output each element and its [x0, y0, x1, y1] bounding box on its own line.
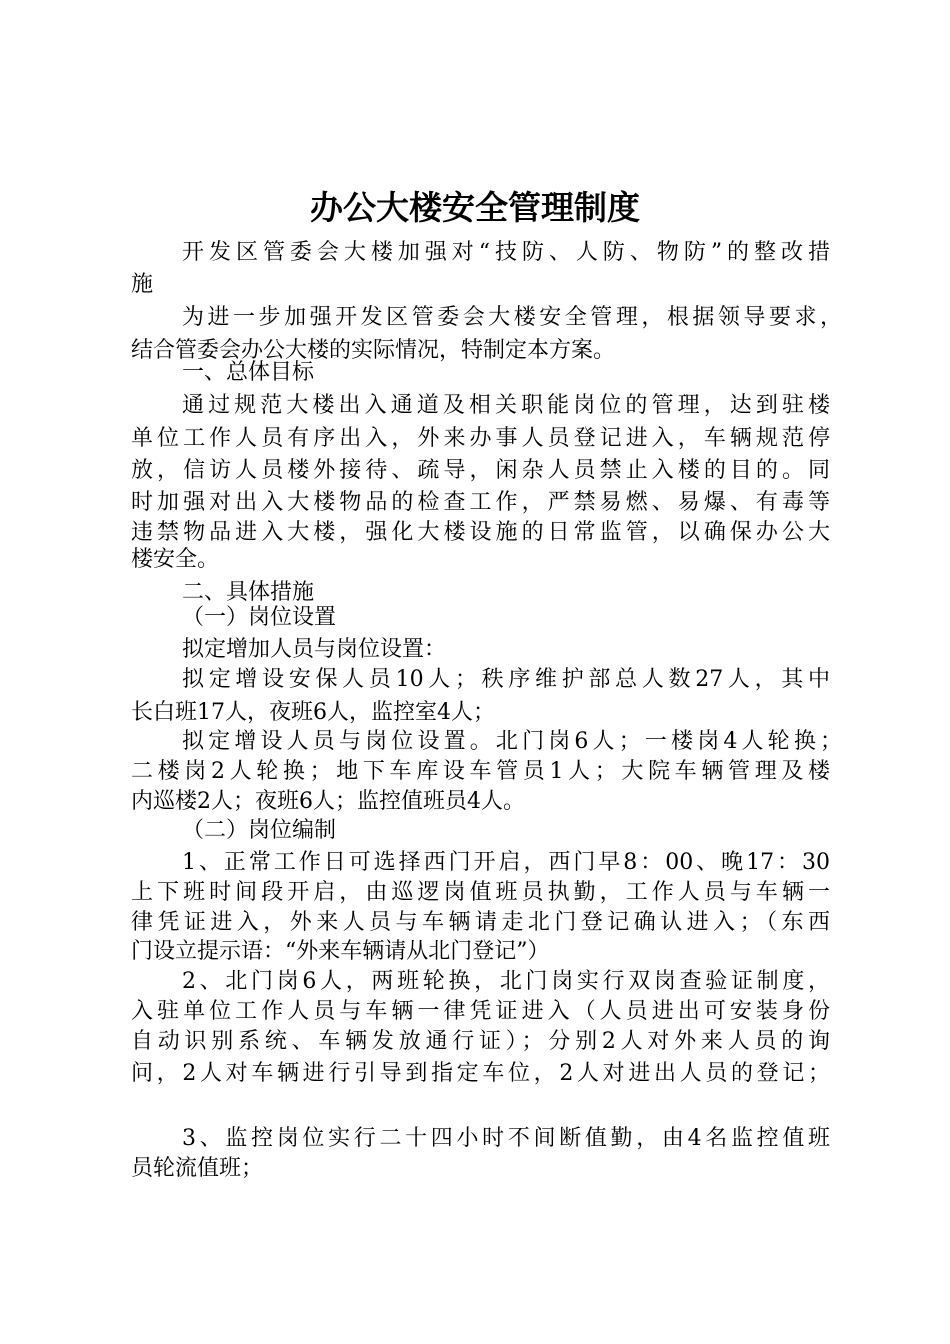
text-line: 施 [131, 272, 154, 297]
text-line: 放，信访人员楼外接待、疏导，闲杂人员禁止入楼的目的。同 [131, 458, 830, 483]
text-line: 单位工作人员有序出入，外来办事人员登记进入，车辆规范停 [131, 426, 830, 451]
text-line: 违禁物品进入大楼，强化大楼设施的日常监管，以确保办公大 [131, 520, 830, 545]
document-title: 办公大楼安全管理制度 [310, 188, 640, 227]
text-line: 结合管委会办公大楼的实际情况，特制定本方案。 [131, 338, 616, 363]
text-line: 为进一步加强开发区管委会大楼安全管理，根据领导要求， [182, 305, 842, 330]
text-line: 长白班17人，夜班6人，监控室4人； [131, 700, 495, 725]
subsection-heading: （二）岗位编制 [182, 818, 337, 843]
text-line: 门设立提示语：“外来车辆请从北门登记”） [131, 939, 550, 964]
subsection-heading: （一）岗位设置 [182, 605, 337, 630]
text-line: 拟定增设安保人员10人；秩序维护部总人数27人，其中 [182, 667, 830, 692]
text-line: 内巡楼2人；夜班6人；监控值班员4人。 [131, 789, 525, 814]
section-heading: 一、总体目标 [182, 360, 315, 385]
text-line: 律凭证进入，外来人员与车辆请走北门登记确认进入；（东西 [131, 910, 830, 935]
text-line: 3、监控岗位实行二十四小时不间断值勤，由4名监控值班 [182, 1126, 830, 1151]
text-line: 上下班时间段开启，由巡逻岗值班员执勤，工作人员与车辆一 [131, 880, 830, 905]
text-line: 自动识别系统、车辆发放通行证）；分别2人对外来人员的询 [131, 1029, 830, 1054]
text-line: 楼安全。 [131, 547, 220, 572]
section-heading: 二、具体措施 [182, 580, 315, 605]
text-line: 入驻单位工作人员与车辆一律凭证进入（人员进出可安装身份 [131, 999, 830, 1024]
text-line: 通过规范大楼出入通道及相关职能岗位的管理，达到驻楼 [182, 393, 830, 418]
text-line: 拟定增设人员与岗位设置。北门岗6人；一楼岗4人轮换； [182, 729, 842, 754]
text-line: 1、正常工作日可选择西门开启，西门早8：00、晚17：30 [182, 850, 830, 875]
text-line: 问，2人对车辆进行引导到指定车位，2人对进出人员的登记； [131, 1061, 830, 1086]
text-line: 2、北门岗6人，两班轮换，北门岗实行双岗查验证制度， [182, 969, 830, 994]
text-line: 开发区管委会大楼加强对“技防、人防、物防”的整改措 [182, 240, 830, 265]
text-line: 时加强对出入大楼物品的检查工作，严禁易燃、易爆、有毒等 [131, 490, 830, 515]
text-line: 拟定增加人员与岗位设置： [182, 637, 447, 662]
text-line: 员轮流值班； [131, 1156, 264, 1181]
text-line: 二楼岗2人轮换；地下车库设车管员1人；大院车辆管理及楼 [131, 759, 830, 784]
